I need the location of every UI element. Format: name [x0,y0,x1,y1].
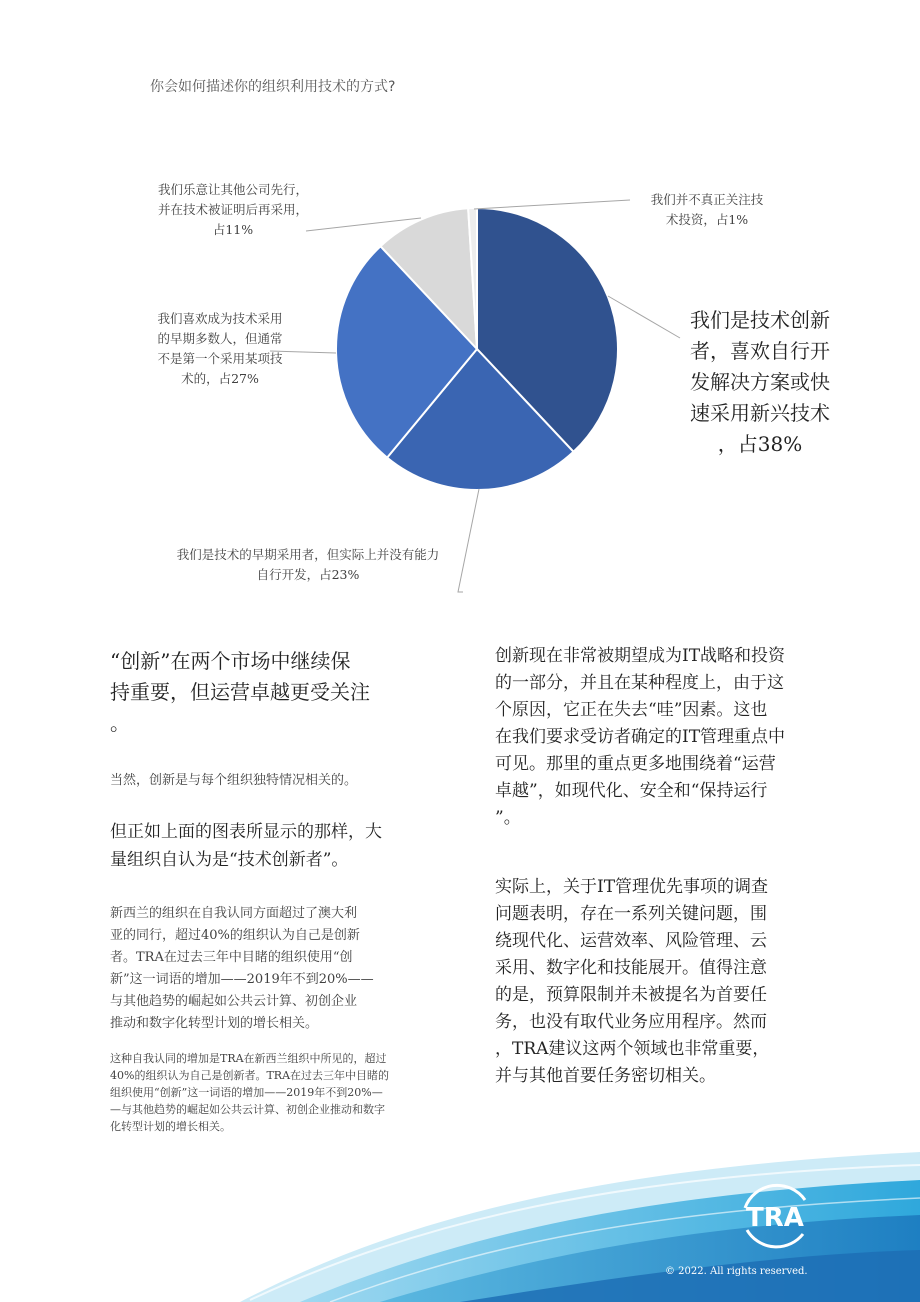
tra-logo [735,1178,815,1258]
chart-title: 你会如何描述你的组织利用技术的方式? [150,79,396,95]
label-innovator: 我们是技术创新 者，喜欢自行开 发解决方案或快 速采用新兴技术 ，占38% [690,308,830,456]
paragraph-3: 新西兰的组织在自我认同方面超过了澳大利 亚的同行，超过40%的组织认为自己是创新 者。TRA在过去三年中目睹的组织使用“创 新”这一词语的增加——2019年不到20%—— 与其他趋势的崛起如公共云计算、初创企业 推动和数字化转型计划的增长相关。 [110,906,374,1031]
leader-line-innovator [608,296,680,338]
leader-line-none [474,200,630,209]
label-none: 我们并不真正关注技 术投资，占1% [650,192,764,227]
right-paragraph-2: 实际上，关于IT管理优先事项的调查 问题表明，存在一系列关键问题，围 绕现代化、运营效率、风险管理、云 采用、数字化和技能展开。值得注意 的是，预算限制并未被提名为首要任 务，也没有取代业务应用程序。然而 ，TRA建议这两个领域也非常重要， 并与其他首要任务密切相关。 [495,877,770,1086]
leader-line-early-adopter [458,489,479,592]
label-early-adopter: 我们是技术的早期采用者，但实际上并没有能力 自行开发，占23% [176,547,440,582]
logo-text: TRA [746,1203,804,1233]
paragraph-4: 这种自我认同的增加是TRA在新西兰组织中所见的，超过 40%的组织认为自己是创新者。TRA在过去三年中目睹的 组织使用“创新”这一词语的增加——2019年不到20%— —与其他趋势的崛起如公共云计算、初创企业推动和数字 化转型计划的增长相关。 [110,1052,390,1133]
paragraph-2: 但正如上面的图表所显示的那样，大 量组织自认为是“技术创新者”。 [110,822,382,870]
section-heading: “创新”在两个市场中继续保 持重要，但运营卓越更受关注 。 [110,649,370,735]
copyright: © 2022. All rights reserved. [665,1266,808,1277]
paragraph-1: 当然，创新是与每个组织独特情况相关的。 [110,773,358,788]
right-paragraph-1: 创新现在非常被期望成为IT战略和投资 的一部分，并且在某种程度上，由于这 个原因，它正在失去“哇”因素。这也 在我们要求受访者确定的IT管理重点中 可见。那里的重点更多地围绕着“运营 卓越”，如现代化、安全和“保持运行 ”。 [495,646,786,828]
label-late: 我们乐意让其他公司先行， 并在技术被证明后再采用， 占11% [157,182,308,237]
label-early-majority: 我们喜欢成为技术采用 的早期多数人，但通常 不是第一个采用某项技 术的，占27% [157,311,283,386]
